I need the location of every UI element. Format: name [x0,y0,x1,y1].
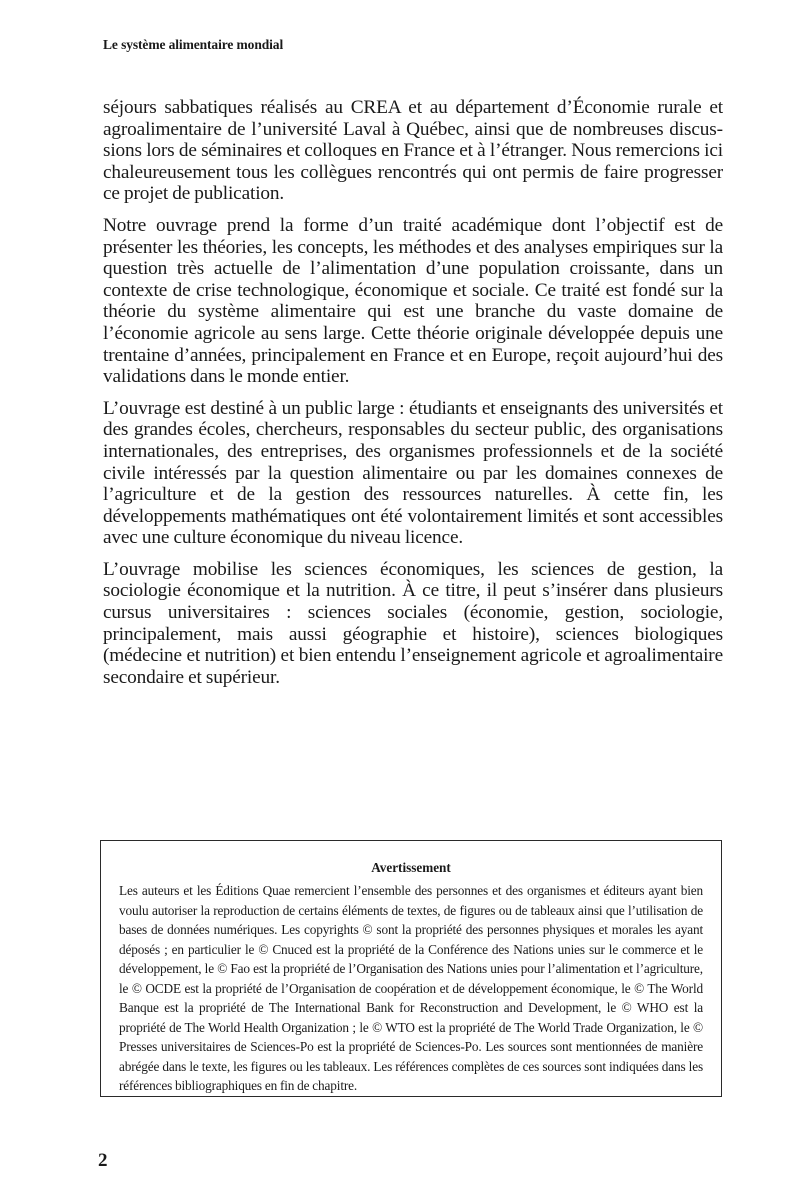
paragraph-purpose: Notre ouvrage prend la forme d’un traité académique dont l’objectif est de présenter les théories, les concepts, les méthodes et des analyses empiriques sur la question très actuelle de l’alimentation d’une population croissante, dans un contexte de crise technologique, économique et sociale. Ce traité est fondé sur la théorie du système alimentaire qui est une branche du vaste domaine de l’économie agricole au sens large. Cette théorie originale développée depuis une trentaine d’années, principalement en France et en Europe, reçoit aujourd’hui des validations dans le monde entier. [103,214,723,388]
paragraph-disciplines: L’ouvrage mobilise les sciences économiques, les sciences de gestion, la sociologie économique et la nutrition. À ce titre, il peut s’insérer dans plusieurs cursus universitaires : sciences sociales (économie, gestion, sociologie, principalement, mais aussi géographie et histoire), sciences biologiques (médecine et nutrition) et bien entendu l’enseignement agricole et agroalimentaire secondaire et supérieur. [103,558,723,688]
running-head-title: Le système alimentaire mondial [103,37,284,52]
notice-box [100,840,722,1097]
paragraph-acknowledgements: séjours sabbatiques réalisés au CREA et au département d’Économie rurale et agroalimentaire de l’université Laval à Québec, ainsi que de nombreuses discussions lors de séminaires et colloques en France et à l’étranger. Nous remercions ici chaleureusement tous les collègues rencontrés qui ont permis de faire progresser ce projet de publication. [103,97,723,205]
paragraph-audience: L’ouvrage est destiné à un public large : étudiants et enseignants des universités et des grandes écoles, chercheurs, responsables du secteur public, des organisations internationales, des entreprises, des organismes professionnels et de la société civile intéressés par la question alimentaire ou par les domaines connexes de l’agriculture et de la gestion des ressources naturelles. À cette fin, les développements mathématiques ont été volontairement limités et sont accessibles avec une culture économique du niveau licence. [103,397,723,549]
notice-body: Les auteurs et les Éditions Quae remercient l’ensemble des personnes et des organismes et éditeurs ayant bien voulu autoriser la reproduction de certains éléments de textes, de figures ou de tableaux ainsi que l’utilisation de bases de données numériques. Les copyrights © sont la propriété des personnes physiques et morales les ayant déposés ; en particulier le © Cnuced est la propriété de la Conférence des Nations unies sur le commerce et le développement, le © Fao est la propriété de l’Organisation des Nations unies pour l’alimentation et l’agriculture, le © OCDE est la propriété de l’Organisation de coopération et de développement économique, le © The World Banque est la propriété de The International Bank for Reconstruction and Development, le © WHO est la propriété de The World Health Organization ; le © WTO est la propriété de The World Trade Organization, le © Presses universitaires de Sciences-Po est la propriété de Sciences-Po. Les sources sont mentionnées de manière abrégée dans le texte, les figures ou les tableaux. Les références complètes de ces sources sont indiquées dans les références bibliographiques en fin de chapitre. [119,883,703,1093]
body-text [103,97,723,698]
page-number: 2 [98,1150,108,1171]
notice-title: Avertissement [371,860,451,875]
